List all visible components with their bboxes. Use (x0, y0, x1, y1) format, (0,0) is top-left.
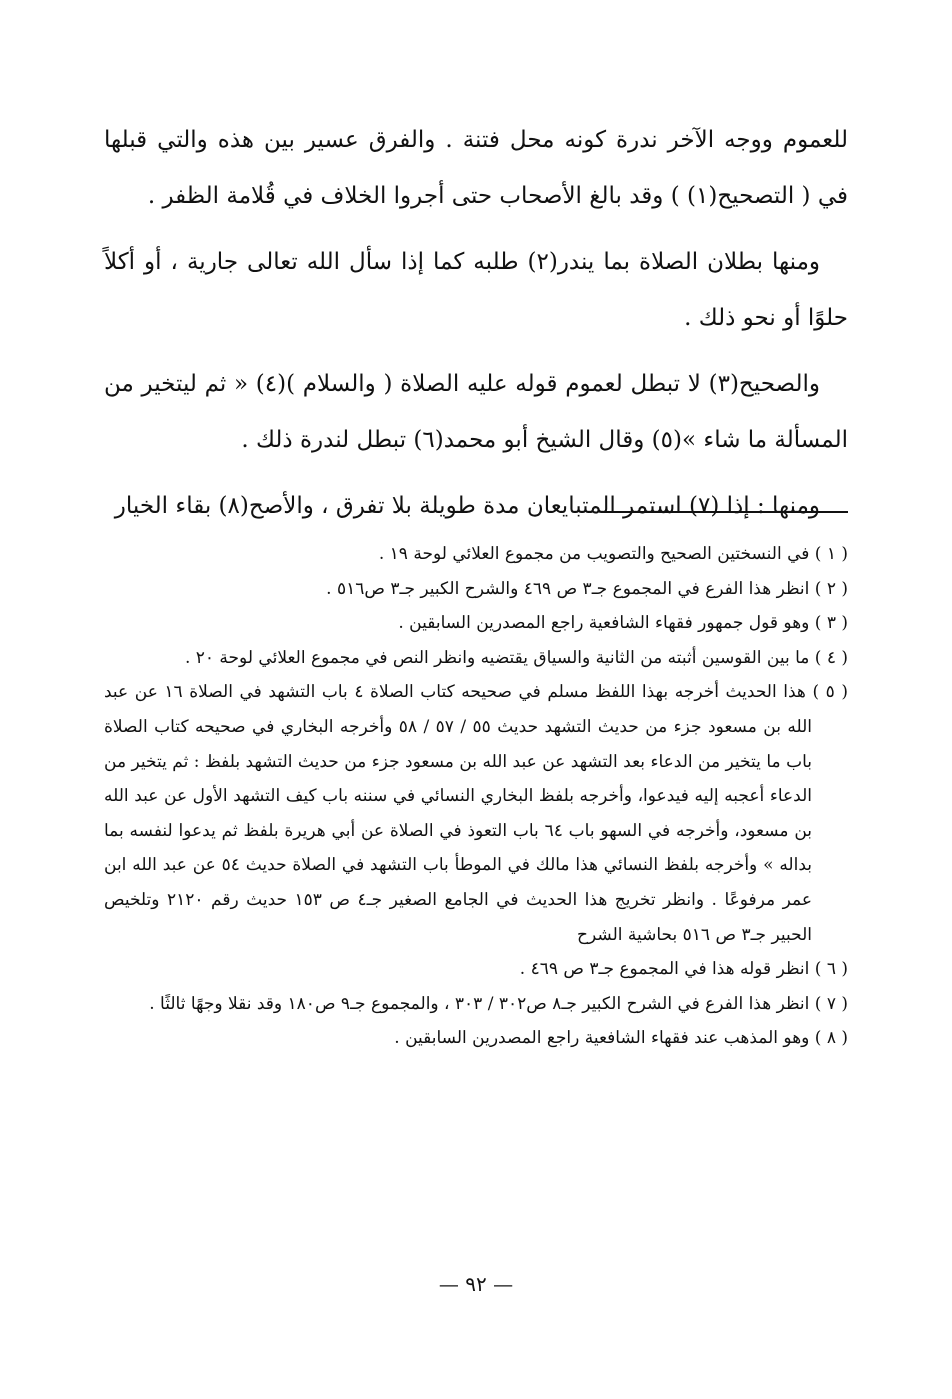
body-paragraph-3: والصحيح(٣) لا تبطل لعموم قوله عليه الصلاة ( والسلام )(٤) « ثم ليتخير من المسألة ما شاء »(٥) وقال الشيخ أبو محمد(٦) تبطل لندرة ذلك . (104, 371, 848, 453)
footnote-2: ( ٢ ) انظر هذا الفرع في المجموع جـ٣ ص ٤٦٩ والشرح الكبير جـ٣ ص٥١٦ . (326, 578, 848, 599)
body-paragraph-2: ومنها بطلان الصلاة بما يندر(٢) طلبه كما إذا سأل الله تعالى جارية ، أو أكلاً حلوًا أو نحو ذلك . (104, 249, 848, 331)
body-paragraph-4: ومنها : إذا (٧) استمر المتبايعان مدة طويلة بلا تفرق ، والأصح(٨) بقاء الخيار (114, 493, 820, 519)
footnote-6: ( ٦ ) انظر قوله هذا في المجموع جـ٣ ص ٤٦٩ . (519, 959, 848, 980)
footnote-1: ( ١ ) في النسختين الصحيح والتصويب من مجموع العلائي لوحة ١٩ . (378, 544, 848, 564)
body-paragraph-1: للعموم ووجه الآخر ندرة كونه محل فتنة . والفرق عسير بين هذه والتي قبلها في ( التصحيح(١) ) وقد بالغ الأصحاب حتى أجروا الخلاف في قُلامة الظفر . (104, 127, 848, 209)
page-number: — ٩٢ — (438, 1272, 514, 1296)
footnote-separator (602, 511, 848, 513)
footnote-4: ( ٤ ) ما بين القوسين أثبته من الثانية والسياق يقتضيه وانظر النص في مجموع العلائي لوحة ٢٠ . (184, 647, 848, 668)
footnote-8: ( ٨ ) وهو المذهب عند فقهاء الشافعية راجع المصدرين السابقين . (394, 1028, 848, 1049)
main-text (104, 112, 848, 544)
footnote-7: ( ٧ ) انظر هذا الفرع في الشرح الكبير جـ٨ ص٣٠٢ / ٣٠٣ ، والمجموع جـ٩ ص١٨٠ وقد نقلا وجهًا ثالثًا . (149, 993, 848, 1014)
footnote-5: ( ٥ ) هذا الحديث أخرجه بهذا اللفظ مسلم في صحيحه كتاب الصلاة ٤ باب التشهد في الصلاة ١٦ عن عبد الله بن مسعود جزء من حديث التشهد حديث ٥٥ / ٥٧ / ٥٨ وأخرجه البخاري في صحيحه كتاب الصلاة باب ما يتخير من الدعاء بعد التشهد عن عبد الله بن مسعود جزء من حديث التشهد بلفظ : ثم يتخير من الدعاء أعجبه إليه فيدعوا، وأخرجه بلفظ البخاري النسائي في سننه باب كيف التشهد الأول عن عبد الله بن مسعود، وأخرجه في السهو باب ٦٤ باب التعوذ في الصلاة عن أبي هريرة بلفظ ثم يدعوا لنفسه بما بداله » وأخرجه بلفظ النسائي هذا مالك في الموطأ باب التشهد في الصلاة حديث ٥٤ عن عبد الله ابن عمر مرفوعًا . وانظر تخريج هذا الحديث في الجامع الصغير جـ٤ ص ١٥٣ حديث رقم ٢١٢٠ وتلخيص الحبير جـ٣ ص ٥١٦ بحاشية الشرح (104, 682, 848, 945)
footnotes (104, 537, 848, 1056)
footnote-3: ( ٣ ) وهو قول جمهور فقهاء الشافعية راجع المصدرين السابقين . (398, 613, 848, 634)
